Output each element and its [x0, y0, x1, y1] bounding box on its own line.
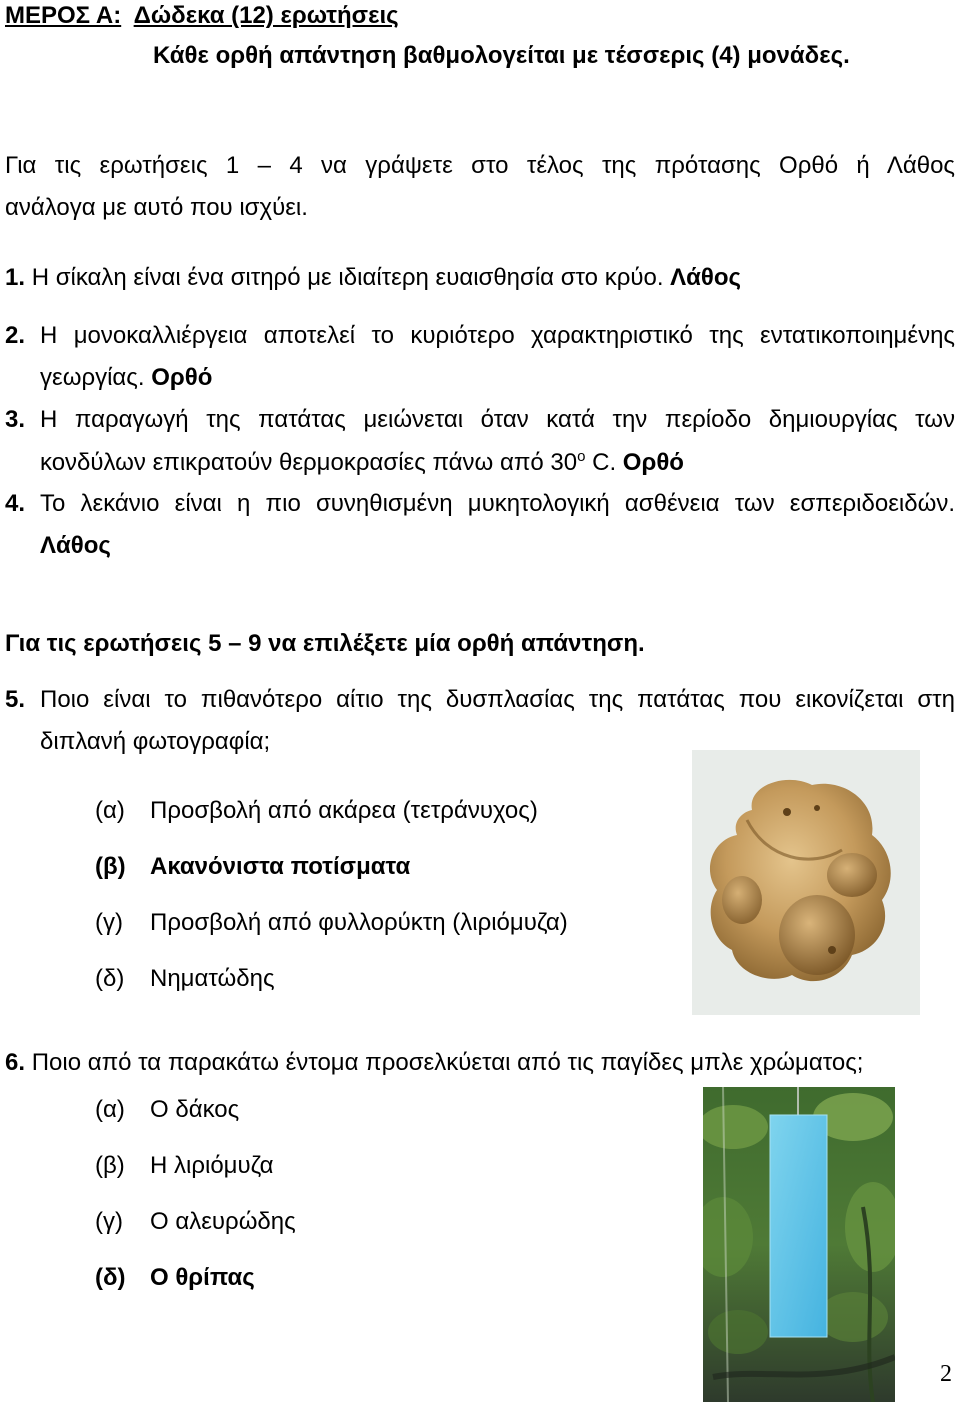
option-text: Προσβολή από ακάρεα (τετράνυχος) — [150, 797, 538, 824]
option-letter: (γ) — [95, 909, 123, 936]
option-letter: (δ) — [95, 1264, 126, 1291]
option-text: Ο θρίπας — [150, 1264, 255, 1291]
blue-trap-photo — [703, 1087, 895, 1402]
option-text: Νηματώδης — [150, 965, 275, 992]
question-4-line1: Το λεκάνιο είναι η πιο συνηθισμένη μυκητολογική ασθένεια των εσπεριδοειδών. — [40, 490, 955, 517]
question-4-answer: Λάθος — [40, 532, 111, 559]
unit: C. — [585, 449, 623, 476]
option-text: Η λιριόμυζα — [150, 1152, 274, 1179]
q5-option-c[interactable] — [95, 909, 568, 937]
question-5-number: 5. — [5, 686, 26, 713]
section1-instructions-line1: Για τις ερωτήσεις 1 – 4 να γράψετε στο τέλος της πρότασης Ορθό ή Λάθος — [5, 152, 955, 179]
question-4-number: 4. — [5, 490, 26, 517]
question-2-number: 2. — [5, 322, 26, 349]
question-number: 1. — [5, 264, 26, 291]
option-text: Ο δάκος — [150, 1096, 240, 1123]
question-5-line2: διπλανή φωτογραφία; — [40, 728, 271, 755]
option-letter: (γ) — [95, 1208, 123, 1235]
page-number: 2 — [940, 1361, 952, 1387]
answer: Ορθό — [151, 364, 213, 391]
question-1 — [5, 264, 741, 292]
q6-option-c[interactable] — [95, 1208, 296, 1236]
option-letter: (β) — [95, 853, 126, 880]
q5-option-d[interactable] — [95, 965, 275, 993]
degree-superscript: ο — [577, 448, 586, 465]
question-2-line1: Η μονοκαλλιέργεια αποτελεί το κυριότερο χαρακτηριστικό της εντατικοποιημένης — [40, 322, 955, 349]
part-title: Δώδεκα (12) ερωτήσεις — [133, 2, 399, 29]
question-text: Ποιο από τα παρακάτω έντομα προσελκύεται από τις παγίδες μπλε χρώματος; — [31, 1049, 864, 1076]
option-text: Προσβολή από φυλλορύκτη (λιριόμυζα) — [150, 909, 568, 936]
q5-option-a[interactable] — [95, 797, 538, 825]
question-3-line2 — [40, 448, 684, 477]
q6-option-d-correct[interactable] — [95, 1264, 255, 1292]
section1-instructions-line2: ανάλογα με αυτό που ισχύει. — [5, 194, 308, 221]
option-letter: (α) — [95, 797, 125, 824]
question-3-number: 3. — [5, 406, 26, 433]
question-text: Η σίκαλη είναι ένα σιτηρό με ιδιαίτερη ευαισθησία στο κρύο. — [31, 264, 664, 291]
section2-instructions: Για τις ερωτήσεις 5 – 9 να επιλέξετε μία ορθή απάντηση. — [5, 630, 645, 657]
option-text: Ακανόνιστα ποτίσματα — [150, 853, 411, 880]
q6-option-b[interactable] — [95, 1152, 273, 1180]
question-number: 6. — [5, 1049, 26, 1076]
question-6 — [5, 1049, 863, 1077]
q6-option-a[interactable] — [95, 1096, 239, 1124]
question-5-line1: Ποιο είναι το πιθανότερο αίτιο της δυσπλασίας της πατάτας που εικονίζεται στη — [40, 686, 955, 713]
question-text: κονδύλων επικρατούν θερμοκρασίες πάνω από 30 — [40, 449, 578, 476]
option-letter: (β) — [95, 1152, 125, 1179]
question-3-line1: Η παραγωγή της πατάτας μειώνεται όταν κατά την περίοδο δημιουργίας των — [40, 406, 955, 433]
question-2-line2 — [40, 364, 212, 392]
q5-option-b-correct[interactable] — [95, 853, 410, 881]
potato-photo — [692, 750, 920, 1015]
answer: Ορθό — [622, 449, 684, 476]
part-heading — [5, 2, 399, 30]
option-letter: (δ) — [95, 965, 125, 992]
answer: Λάθος — [670, 264, 742, 291]
part-label: ΜΕΡΟΣ Α: — [5, 2, 122, 29]
option-letter: (α) — [95, 1096, 125, 1123]
option-text: Ο αλευρώδης — [150, 1208, 296, 1235]
scoring-note: Κάθε ορθή απάντηση βαθμολογείται με τέσσερις (4) μονάδες. — [153, 42, 850, 69]
question-text: γεωργίας. — [40, 364, 145, 391]
